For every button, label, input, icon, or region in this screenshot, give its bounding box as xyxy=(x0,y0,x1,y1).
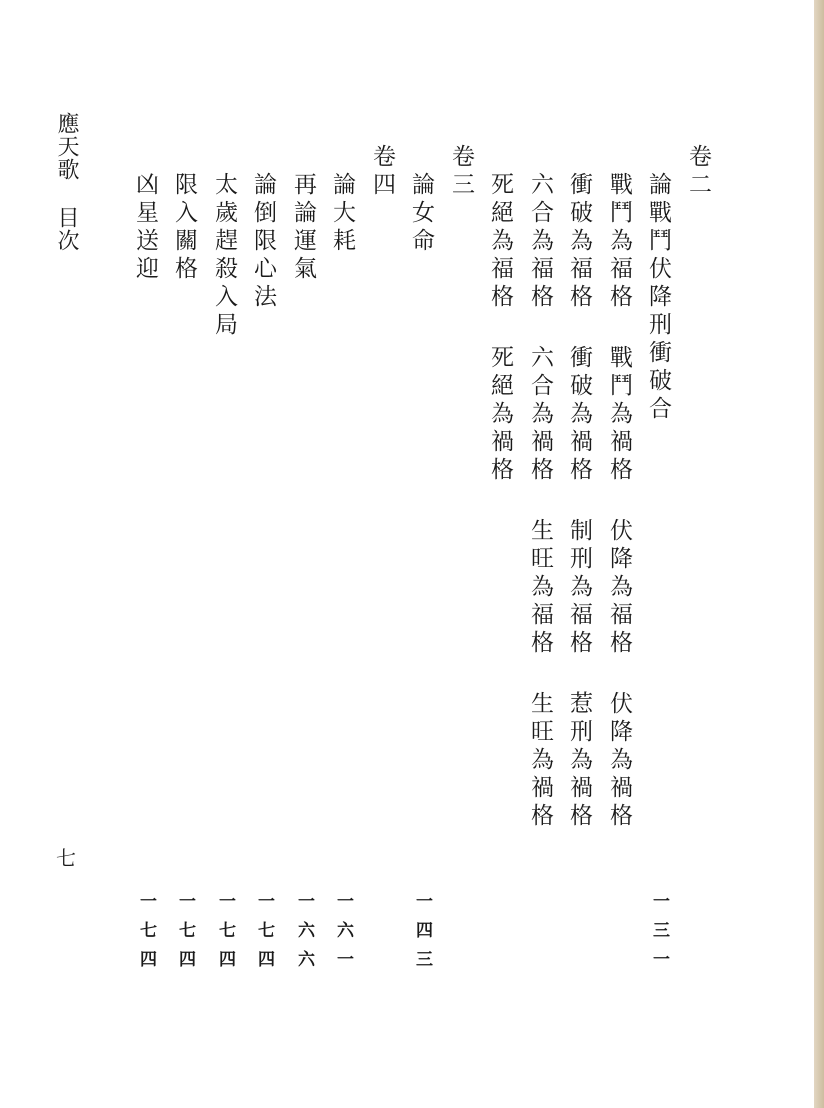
vol2-item-3-1[interactable]: 六合為福格 xyxy=(527,172,553,312)
page-number: 七 xyxy=(56,846,76,870)
vol3-heading: 卷三 xyxy=(448,144,474,200)
vol4-chapter-2[interactable]: 再論運氣 xyxy=(290,172,316,284)
vol2-heading: 卷二 xyxy=(685,144,711,200)
vol2-item-1-4[interactable]: 伏降為禍格 xyxy=(606,691,632,831)
vol2-chapter[interactable]: 論戰鬥伏降刑衝破合 xyxy=(645,172,671,424)
vol4-chapter-1[interactable]: 論大耗 xyxy=(329,172,355,256)
vol4-chapter-3-page: 一七四 xyxy=(254,892,274,979)
vol4-chapter-5[interactable]: 限入關格 xyxy=(171,172,197,284)
vol2-item-4-2[interactable]: 死絕為禍格 xyxy=(487,345,513,485)
vol2-item-3-2[interactable]: 六合為禍格 xyxy=(527,345,553,485)
vol4-chapter-1-page: 一六一 xyxy=(333,892,353,979)
vol4-chapter-6-page: 一七四 xyxy=(136,892,156,979)
running-head-title: 應天歌 xyxy=(54,112,79,181)
vol4-chapter-6[interactable]: 凶星送迎 xyxy=(132,172,158,284)
vol4-chapter-4-page: 一七四 xyxy=(215,892,235,979)
running-head-section: 目次 xyxy=(54,206,79,252)
vol3-chapter-page: 一四三 xyxy=(412,892,432,979)
vol2-item-3-4[interactable]: 生旺為禍格 xyxy=(527,691,553,831)
vol4-chapter-5-page: 一七四 xyxy=(175,892,195,979)
vol2-chapter-page: 一三一 xyxy=(649,892,669,979)
vol2-item-2-2[interactable]: 衝破為禍格 xyxy=(566,345,592,485)
vol4-chapter-3[interactable]: 論倒限心法 xyxy=(250,172,276,312)
vol4-chapter-4[interactable]: 太歲趕殺入局 xyxy=(211,172,237,340)
vol2-item-3-3[interactable]: 生旺為福格 xyxy=(527,518,553,658)
vol2-item-4-1[interactable]: 死絕為福格 xyxy=(487,172,513,312)
vol2-item-2-3[interactable]: 制刑為福格 xyxy=(566,518,592,658)
vol3-chapter[interactable]: 論女命 xyxy=(408,172,434,256)
vol2-item-1-2[interactable]: 戰鬥為禍格 xyxy=(606,345,632,485)
vol2-item-1-1[interactable]: 戰鬥為福格 xyxy=(606,172,632,312)
vol2-item-2-1[interactable]: 衝破為福格 xyxy=(566,172,592,312)
vol2-item-1-3[interactable]: 伏降為福格 xyxy=(606,518,632,658)
vol2-item-2-4[interactable]: 惹刑為禍格 xyxy=(566,691,592,831)
vol4-chapter-2-page: 一六六 xyxy=(294,892,314,979)
page-edge xyxy=(814,0,824,1108)
vol4-heading: 卷四 xyxy=(369,144,395,200)
